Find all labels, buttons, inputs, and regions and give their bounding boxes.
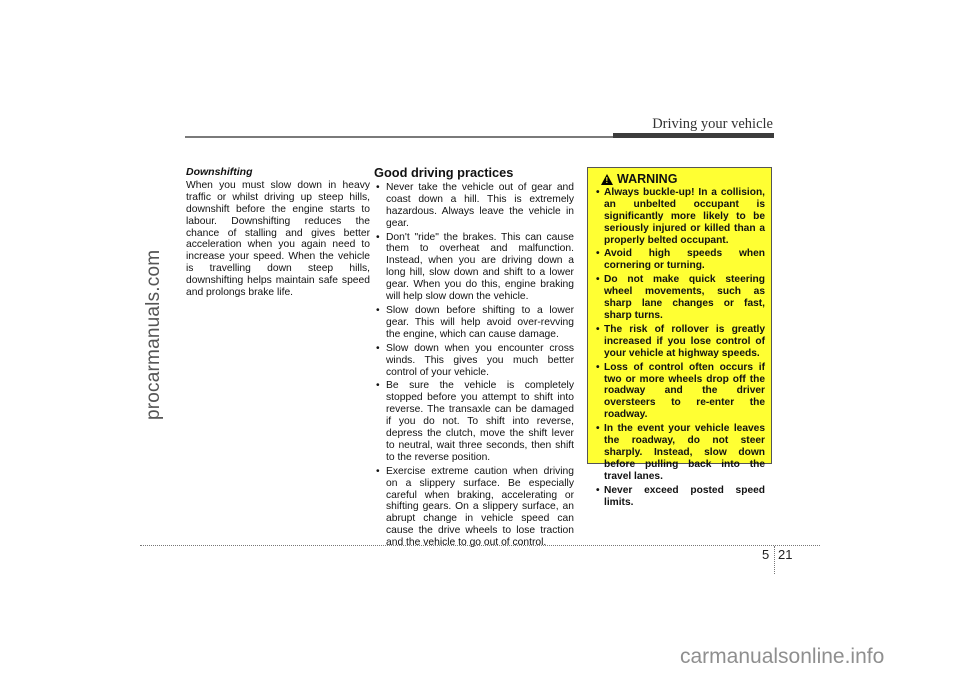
warning-header — [601, 174, 765, 186]
page-number-divider — [774, 546, 775, 574]
list-item: • Never take the vehicle out of gear and coast down a hill. This is extremely hazardous. Always leave the vehicle in gear. — [376, 181, 574, 229]
list-item: • Loss of control often occurs if two or more wheels drop off the roadway and the driver oversteers to re-enter the roadway. — [596, 361, 765, 421]
list-item: • Never exceed posted speed limits. — [596, 484, 765, 508]
bullet-icon: • — [596, 248, 600, 260]
bullet-icon: • — [376, 465, 380, 477]
good-practices-section — [374, 167, 574, 551]
list-item: • In the event your vehicle leaves the roadway, do not steer sharply. Instead, slow down before pulling back into the travel lanes. — [596, 423, 765, 482]
side-watermark: procarmanuals.com — [143, 249, 164, 420]
bullet-icon: • — [596, 361, 600, 373]
list-item: • Don't "ride" the brakes. This can cause them to overheat and malfunction. Instead, when you are driving down a long hill, slow down and shift to a lower gear. When you do this, engine braking will help slow down the vehicle. — [376, 231, 574, 303]
bullet-icon: • — [376, 380, 380, 392]
bullet-icon: • — [376, 342, 380, 354]
warning-title: WARNING — [617, 172, 678, 186]
footer-dotted-rule — [140, 545, 820, 546]
header-rule-thick — [613, 133, 774, 138]
section-title: Driving your vehicle — [652, 116, 773, 132]
list-item: • Slow down when you encounter cross winds. This gives you much better control of your vehicle. — [376, 342, 574, 378]
chapter-number: 5 — [762, 547, 770, 562]
bullet-icon: • — [376, 181, 380, 193]
good-practices-list — [374, 182, 574, 549]
header-rule-thin — [185, 136, 613, 138]
downshifting-heading: Downshifting — [186, 166, 253, 178]
page-number: 21 — [778, 547, 793, 562]
list-item: • Exercise extreme caution when driving on a slippery surface. Be especially careful when braking, accelerating or shifting gears. On a slippery surface, an abrupt change in vehicle speed can cause the drive wheels to lose traction and the vehicle to go out of control. — [376, 465, 574, 549]
downshifting-body: When you must slow down in heavy traffic or whilst driving up steep hills, downshift before the engine starts to labour. Downshifting reduces the chance of stalling and gives better acceleration when you again need to increase your speed. When the vehicle is travelling down steep hills, downshifting helps maintain safe speed and prolongs brake life. — [186, 179, 370, 299]
list-item: • Always buckle-up! In a collision, an unbelted occupant is significantly more likely to be seriously injured or killed than a properly belted occupant. — [596, 186, 765, 246]
bottom-watermark: carmanualsonline.info — [680, 645, 885, 668]
bullet-icon: • — [596, 323, 600, 335]
list-item: • Slow down before shifting to a lower gear. This will help avoid over-revving the engine, which can cause damage. — [376, 304, 574, 340]
bullet-icon: • — [596, 186, 600, 198]
bullet-icon: • — [376, 304, 380, 316]
warning-triangle-icon: ! — [601, 174, 613, 185]
good-practices-heading: Good driving practices — [374, 165, 514, 180]
bullet-icon: • — [596, 484, 600, 496]
downshifting-section — [186, 167, 370, 299]
bullet-icon: • — [596, 274, 600, 286]
warning-box — [587, 167, 772, 508]
list-item: • Avoid high speeds when cornering or turning. — [596, 248, 765, 272]
bullet-icon: • — [376, 231, 380, 243]
list-item: • Be sure the vehicle is completely stopped before you attempt to shift into reverse. The transaxle can be damaged if you do not. To shift into reverse, depress the clutch, move the shift lever to neutral, wait three seconds, then shift to the reverse position. — [376, 380, 574, 463]
bullet-icon: • — [596, 423, 600, 435]
list-item: • Do not make quick steering wheel movements, such as sharp lane changes or fast, sharp turns. — [596, 274, 765, 321]
list-item: • The risk of rollover is greatly increased if you lose control of your vehicle at highway speeds. — [596, 323, 765, 359]
warning-list — [594, 187, 765, 509]
